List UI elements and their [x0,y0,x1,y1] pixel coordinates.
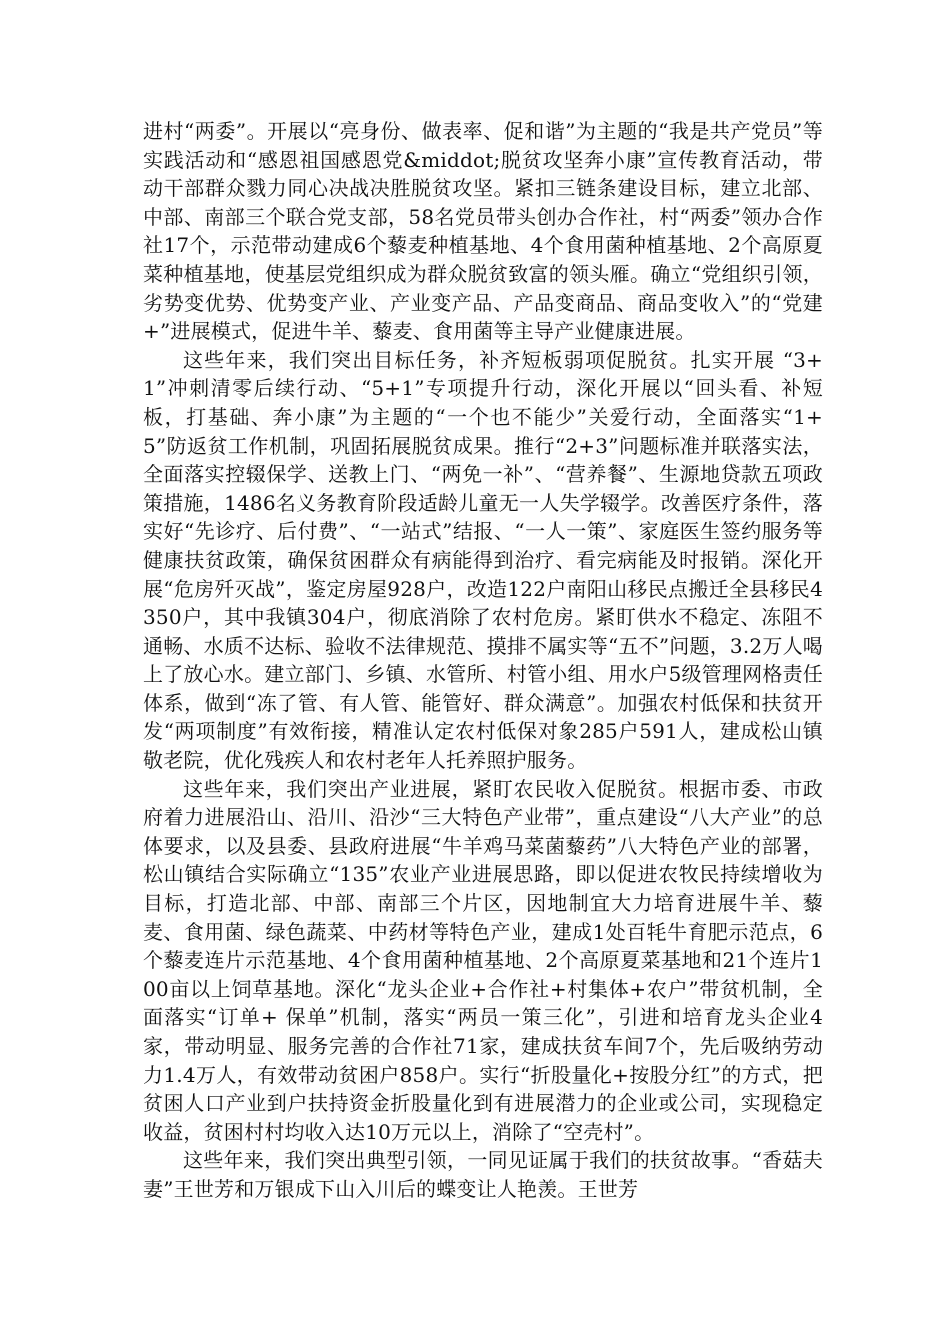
paragraph-typical-examples: 这些年来，我们突出典型引领，一同见证属于我们的扶贫故事。“香菇夫妻”王世芳和万银成下山入川后的蝶变让人艳羡。王世芳 [143,1148,823,1201]
document-page [143,117,823,1204]
paragraph-industry-development: 这些年来，我们突出产业进展，紧盯农民收入促脱贫。根据市委、市政府着力进展沿山、沿川、沿沙“三大特色产业带”，重点建设“八大产业”的总体要求，以及县委、县政府进展“牛羊鸡马菜菌藜药”八大特色产业的部署，松山镇结合实际确立“135”农业产业进展思路，即以促进农牧民持续增收为目标，打造北部、中部、南部三个片区，因地制宜大力培育进展牛羊、藜麦、食用菌、绿色蔬菜、中药材等特色产业，建成1处百牦牛育肥示范点，6个藜麦连片示范基地、4个食用菌种植基地、2个高原夏菜基地和21个连片100亩以上饲草基地。深化“龙头企业+合作社+村集体+农户”带贫机制，全面落实“订单+ 保单”机制，落实“两员一策三化”，引进和培育龙头企业4家，带动明显、服务完善的合作社71家，建成扶贫车间7个，先后吸纳劳动力1.4万人，有效带动贫困户858户。实行“折股量化+按股分红”的方式，把贫困人口产业到户扶持资金折股量化到有进展潜力的企业或公司，实现稳定收益，贫困村村均收入达10万元以上，消除了“空壳村”。 [143,776,823,1144]
paragraph-target-tasks: 这些年来，我们突出目标任务，补齐短板弱项促脱贫。扎实开展 “3+1”冲刺清零后续行动、“5+1”专项提升行动，深化开展以“回头看、补短板，打基础、奔小康”为主题的“一个也不能少”关爱行动，全面落实“1+5”防返贫工作机制，巩固拓展脱贫成果。推行“2+3”问题标准并联落实法，全面落实控辍保学、送教上门、“两免一补”、“营养餐”、生源地贷款五项政策措施，1486名义务教育阶段适龄儿童无一人失学辍学。改善医疗条件，落实好“先诊疗、后付费”、“一站式”结报、“一人一策”、家庭医生签约服务等健康扶贫政策，确保贫困群众有病能得到治疗、看完病能及时报销。深化开展“危房歼灭战”，鉴定房屋928户，改造122户南阳山移民点搬迁全县移民4350户，其中我镇304户，彻底消除了农村危房。紧盯供水不稳定、冻阻不通畅、水质不达标、验收不法律规范、摸排不属实等“五不”问题，3.2万人喝上了放心水。建立部门、乡镇、水管所、村管小组、用水户5级管理网格责任体系，做到“冻了管、有人管、能管好、群众满意”。加强农村低保和扶贫开发“两项制度”有效衔接，精准认定农村低保对象285户591人，建成松山镇敬老院，优化残疾人和农村老年人托养照护服务。 [143,347,823,773]
paragraph-party-building: 进村“两委”。开展以“亮身份、做表率、促和谐”为主题的“我是共产党员”等实践活动和“感恩祖国感恩党&middot;脱贫攻坚奔小康”宣传教育活动，带动干部群众戮力同心决战决胜脱贫攻坚。紧扣三链条建设目标，建立北部、中部、南部三个联合党支部，58名党员带头创办合作社，村“两委”领办合作社17个，示范带动建成6个藜麦种植基地、4个食用菌种植基地、2个高原夏菜种植基地，使基层党组织成为群众脱贫致富的领头雁。确立“党组织引领，劣势变优势、优势变产业、产业变产品、产品变商品、商品变收入”的“党建+”进展模式，促进牛羊、藜麦、食用菌等主导产业健康进展。 [143,119,823,344]
